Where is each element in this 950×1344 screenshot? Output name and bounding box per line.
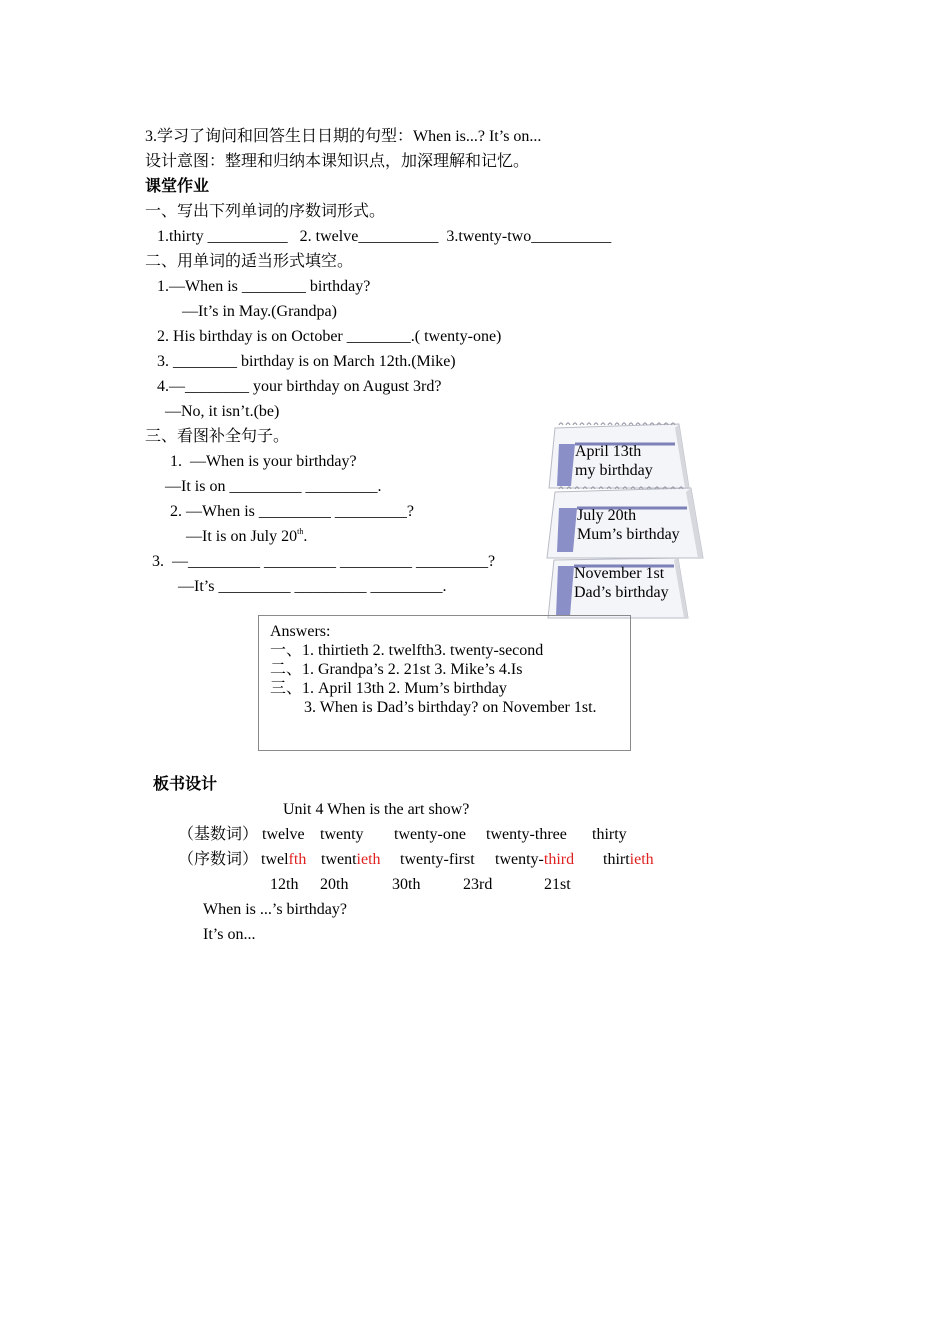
cardinal-5: thirty bbox=[592, 826, 627, 843]
answers-part1: 一、1. thirtieth 2. twelfth3. twenty-second bbox=[270, 642, 544, 659]
board-pattern-question: When is ...’s birthday? bbox=[203, 901, 347, 918]
ordinal-stem: twel bbox=[261, 851, 289, 868]
ordinal-2 bbox=[321, 850, 381, 870]
ordinal-suffix: ieth bbox=[356, 851, 381, 868]
ordinal-3 bbox=[400, 850, 475, 870]
board-heading: 板书设计 bbox=[153, 776, 218, 793]
ordinal-stem: twenty-first bbox=[400, 851, 475, 868]
part3-q1-question: 1. —When is your birthday? bbox=[170, 453, 357, 470]
ordinal-4 bbox=[495, 850, 574, 870]
ordinal-5 bbox=[603, 850, 654, 870]
part3-title: 三、看图补全句子。 bbox=[145, 428, 290, 445]
abbrev-5: 21st bbox=[544, 876, 571, 893]
calendar-3-event: Dad’s birthday bbox=[574, 584, 669, 601]
part2-q1-question: 1.—When is ________ birthday? bbox=[157, 278, 371, 295]
part2-q3: 3. ________ birthday is on March 12th.(Mike) bbox=[157, 353, 456, 370]
calendar-3-date: November 1st bbox=[574, 565, 665, 582]
part3-q3-answer: —It’s _________ _________ _________. bbox=[178, 578, 447, 595]
answers-label: Answers: bbox=[270, 623, 331, 640]
ordinal-suffix: ieth bbox=[629, 851, 654, 868]
ordinal-suffix: fth bbox=[288, 851, 307, 868]
calendar-card-2 bbox=[545, 486, 705, 562]
part2-q1-answer: —It’s in May.(Grandpa) bbox=[182, 303, 337, 320]
cardinal-2: twenty bbox=[320, 826, 364, 843]
part3-q2-answer bbox=[186, 527, 307, 547]
ordinal-stem: thirt bbox=[603, 851, 630, 868]
cardinal-1: twelve bbox=[262, 826, 305, 843]
ordinal-label: （序数词） bbox=[178, 851, 259, 868]
ordinal-superscript: th bbox=[297, 527, 304, 536]
spiral-binding bbox=[559, 423, 675, 425]
ordinal-stem: twenty- bbox=[495, 851, 544, 868]
answers-part2: 二、1. Grandpa’s 2. 21st 3. Mike’s 4.Is bbox=[270, 661, 523, 678]
classwork-heading: 课堂作业 bbox=[145, 178, 210, 195]
ordinal-stem: twent bbox=[321, 851, 357, 868]
abbrev-2: 20th bbox=[320, 876, 349, 893]
design-intent: 设计意图：整理和归纳本课知识点，加深理解和记忆。 bbox=[145, 153, 530, 170]
part2-title: 二、用单词的适当形式填空。 bbox=[145, 253, 354, 270]
summary-line-3: 3.学习了询问和回答生日日期的句型：When is...? It’s on... bbox=[145, 128, 542, 145]
answers-part3: 三、1. April 13th 2. Mum’s birthday bbox=[270, 680, 507, 697]
cardinal-3: twenty-one bbox=[394, 826, 466, 843]
cardinal-4: twenty-three bbox=[486, 826, 567, 843]
calendar-1-date: April 13th bbox=[575, 443, 642, 460]
calendar-1-event: my birthday bbox=[575, 462, 653, 479]
part2-q4-question: 4.—________ your birthday on August 3rd? bbox=[157, 378, 442, 395]
calendar-card-1 bbox=[547, 422, 692, 490]
abbrev-1: 12th bbox=[270, 876, 299, 893]
part2-q2: 2. His birthday is on October ________.( twenty-one) bbox=[157, 328, 502, 345]
answers-part3-cont: 3. When is Dad’s birthday? on November 1st. bbox=[304, 699, 597, 716]
part3-q1-answer: —It is on _________ _________. bbox=[165, 478, 382, 495]
answers-box bbox=[258, 615, 631, 751]
part3-q2-answer-text: —It is on July 20 bbox=[186, 528, 298, 545]
calendar-card-3 bbox=[546, 556, 691, 620]
part2-q4-answer: —No, it isn’t.(be) bbox=[165, 403, 280, 420]
part3-q2-question: 2. —When is _________ _________? bbox=[170, 503, 414, 520]
ordinal-1 bbox=[261, 850, 306, 870]
cardinal-label: （基数词） bbox=[178, 826, 259, 843]
part1-title: 一、写出下列单词的序数词形式。 bbox=[145, 203, 386, 220]
abbrev-3: 30th bbox=[392, 876, 421, 893]
calendar-2-event: Mum’s birthday bbox=[577, 526, 680, 543]
board-pattern-answer: It’s on... bbox=[203, 926, 256, 943]
part3-q3-question: 3. —_________ _________ _________ _________? bbox=[152, 553, 496, 570]
ordinal-suffix: third bbox=[543, 851, 575, 868]
part1-questions: 1.thirty __________ 2. twelve__________ 3.twenty-two__________ bbox=[157, 228, 612, 245]
part3-q2-answer-end: . bbox=[303, 528, 308, 545]
board-title: Unit 4 When is the art show? bbox=[283, 801, 470, 818]
abbrev-4: 23rd bbox=[463, 876, 493, 893]
calendar-2-date: July 20th bbox=[577, 507, 637, 524]
